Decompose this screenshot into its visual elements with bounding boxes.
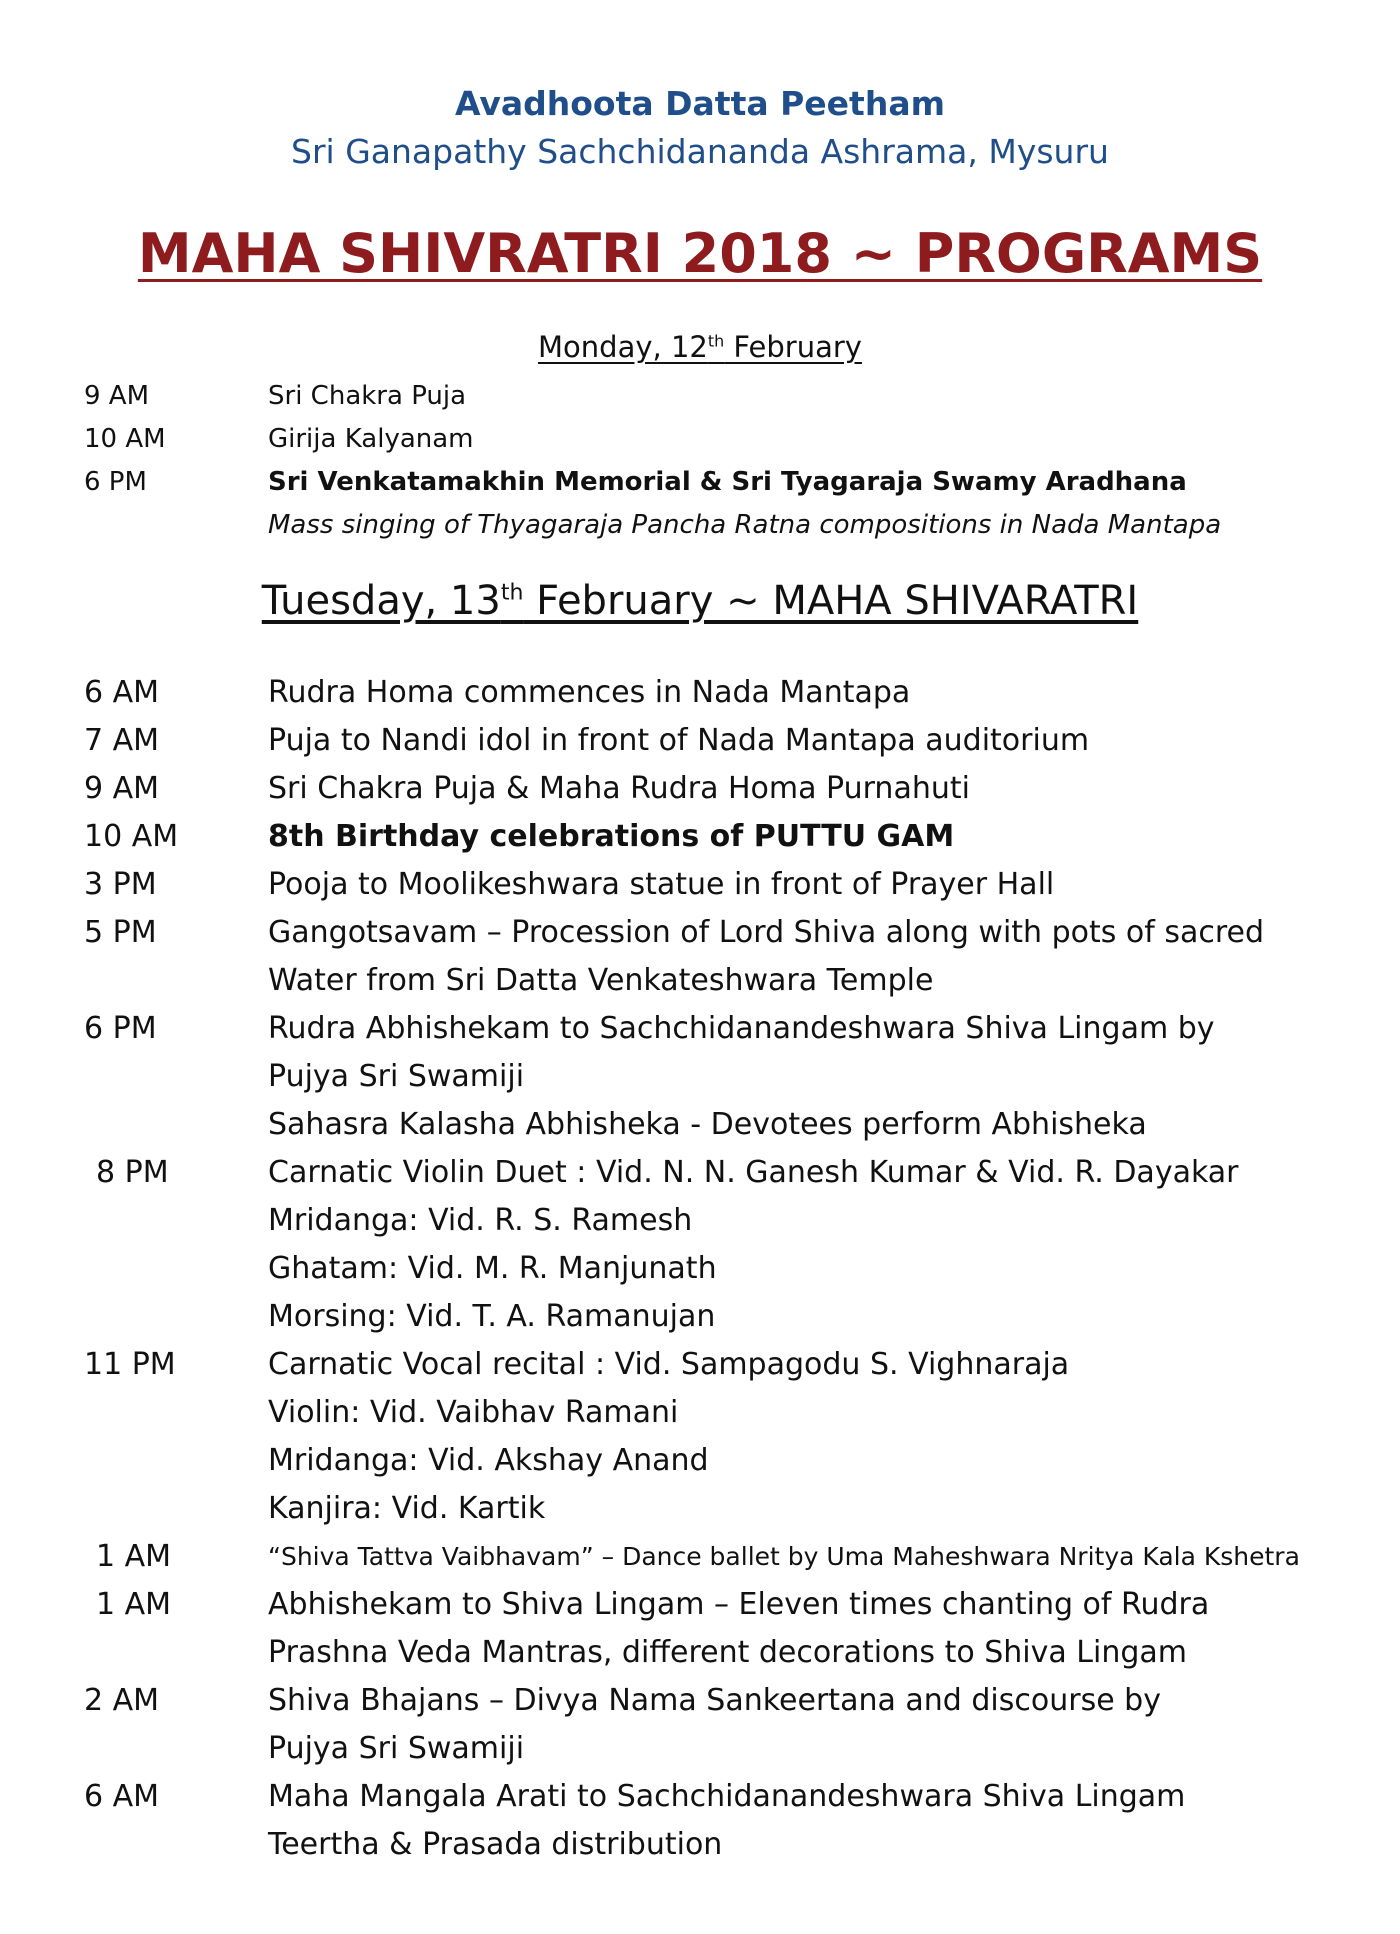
schedule-time: 9 AM (84, 381, 150, 411)
schedule-time: 11 PM (84, 1347, 176, 1382)
schedule-time: 10 AM (84, 424, 166, 454)
schedule-desc: 8th Birthday celebrations of PUTTU GAM (268, 819, 955, 854)
organization-name: Avadhoota Datta Peetham (455, 84, 945, 123)
schedule-desc: Kanjira: Vid. Kartik (268, 1491, 546, 1526)
schedule-desc: Carnatic Violin Duet : Vid. N. N. Ganesh Kumar & Vid. R. Dayakar (268, 1155, 1239, 1190)
schedule-desc: Water from Sri Datta Venkateshwara Temple (268, 963, 934, 998)
schedule-time: 8 PM (96, 1155, 169, 1190)
day1-heading: Monday, 12th February (538, 330, 862, 364)
schedule-time: 5 PM (84, 915, 157, 950)
schedule-desc: Pujya Sri Swamiji (268, 1059, 525, 1094)
schedule-desc: Sahasra Kalasha Abhisheka - Devotees perform Abhisheka (268, 1107, 1147, 1142)
schedule-time: 3 PM (84, 867, 157, 902)
schedule-desc: Teertha & Prasada distribution (268, 1827, 723, 1862)
schedule-desc: Girija Kalyanam (268, 424, 474, 454)
schedule-desc: “Shiva Tattva Vaibhavam” – Dance ballet by Uma Maheshwara Nritya Kala Kshetra (268, 1542, 1300, 1571)
schedule-desc: Pujya Sri Swamiji (268, 1731, 525, 1766)
schedule-time: 9 AM (84, 771, 160, 806)
schedule-desc: Mridanga: Vid. Akshay Anand (268, 1443, 709, 1478)
schedule-desc: Sri Chakra Puja (268, 381, 467, 411)
schedule-desc: Abhishekam to Shiva Lingam – Eleven times chanting of Rudra (268, 1587, 1210, 1622)
schedule-desc: Maha Mangala Arati to Sachchidanandeshwara Shiva Lingam (268, 1779, 1186, 1814)
schedule-time: 1 AM (96, 1539, 172, 1574)
schedule-time: 6 PM (84, 467, 147, 497)
schedule-time: 2 AM (84, 1683, 160, 1718)
schedule-desc: Rudra Abhishekam to Sachchidanandeshwara Shiva Lingam by (268, 1011, 1215, 1046)
schedule-time: 7 AM (84, 723, 160, 758)
schedule-time: 10 AM (84, 819, 179, 854)
schedule-time: 1 AM (96, 1587, 172, 1622)
schedule-desc: Sri Chakra Puja & Maha Rudra Homa Purnahuti (268, 771, 970, 806)
schedule-desc: Pooja to Moolikeshwara statue in front of Prayer Hall (268, 867, 1055, 902)
schedule-desc: Morsing: Vid. T. A. Ramanujan (268, 1299, 716, 1334)
page-title: MAHA SHIVRATRI 2018 ~ PROGRAMS (137, 222, 1263, 285)
schedule-time: 6 AM (84, 1779, 160, 1814)
schedule-desc: Prashna Veda Mantras, different decorations to Shiva Lingam (268, 1635, 1188, 1670)
schedule-desc: Violin: Vid. Vaibhav Ramani (268, 1395, 679, 1430)
schedule-desc: Puja to Nandi idol in front of Nada Mantapa auditorium (268, 723, 1090, 758)
schedule-desc: Gangotsavam – Procession of Lord Shiva along with pots of sacred (268, 915, 1265, 950)
ashram-name: Sri Ganapathy Sachchidananda Ashrama, Mysuru (291, 132, 1109, 171)
schedule-desc: Mridanga: Vid. R. S. Ramesh (268, 1203, 693, 1238)
schedule-desc: Shiva Bhajans – Divya Nama Sankeertana and discourse by (268, 1683, 1161, 1718)
schedule-time: 6 PM (84, 1011, 157, 1046)
schedule-desc: Mass singing of Thyagaraja Pancha Ratna compositions in Nada Mantapa (268, 510, 1222, 540)
schedule-desc: Carnatic Vocal recital : Vid. Sampagodu S. Vighnaraja (268, 1347, 1070, 1382)
schedule-time: 6 AM (84, 675, 160, 710)
schedule-desc: Sri Venkatamakhin Memorial & Sri Tyagaraja Swamy Aradhana (268, 467, 1187, 497)
day2-heading: Tuesday, 13th February ~ MAHA SHIVARATRI (261, 578, 1139, 624)
schedule-desc: Rudra Homa commences in Nada Mantapa (268, 675, 911, 710)
schedule-desc: Ghatam: Vid. M. R. Manjunath (268, 1251, 717, 1286)
